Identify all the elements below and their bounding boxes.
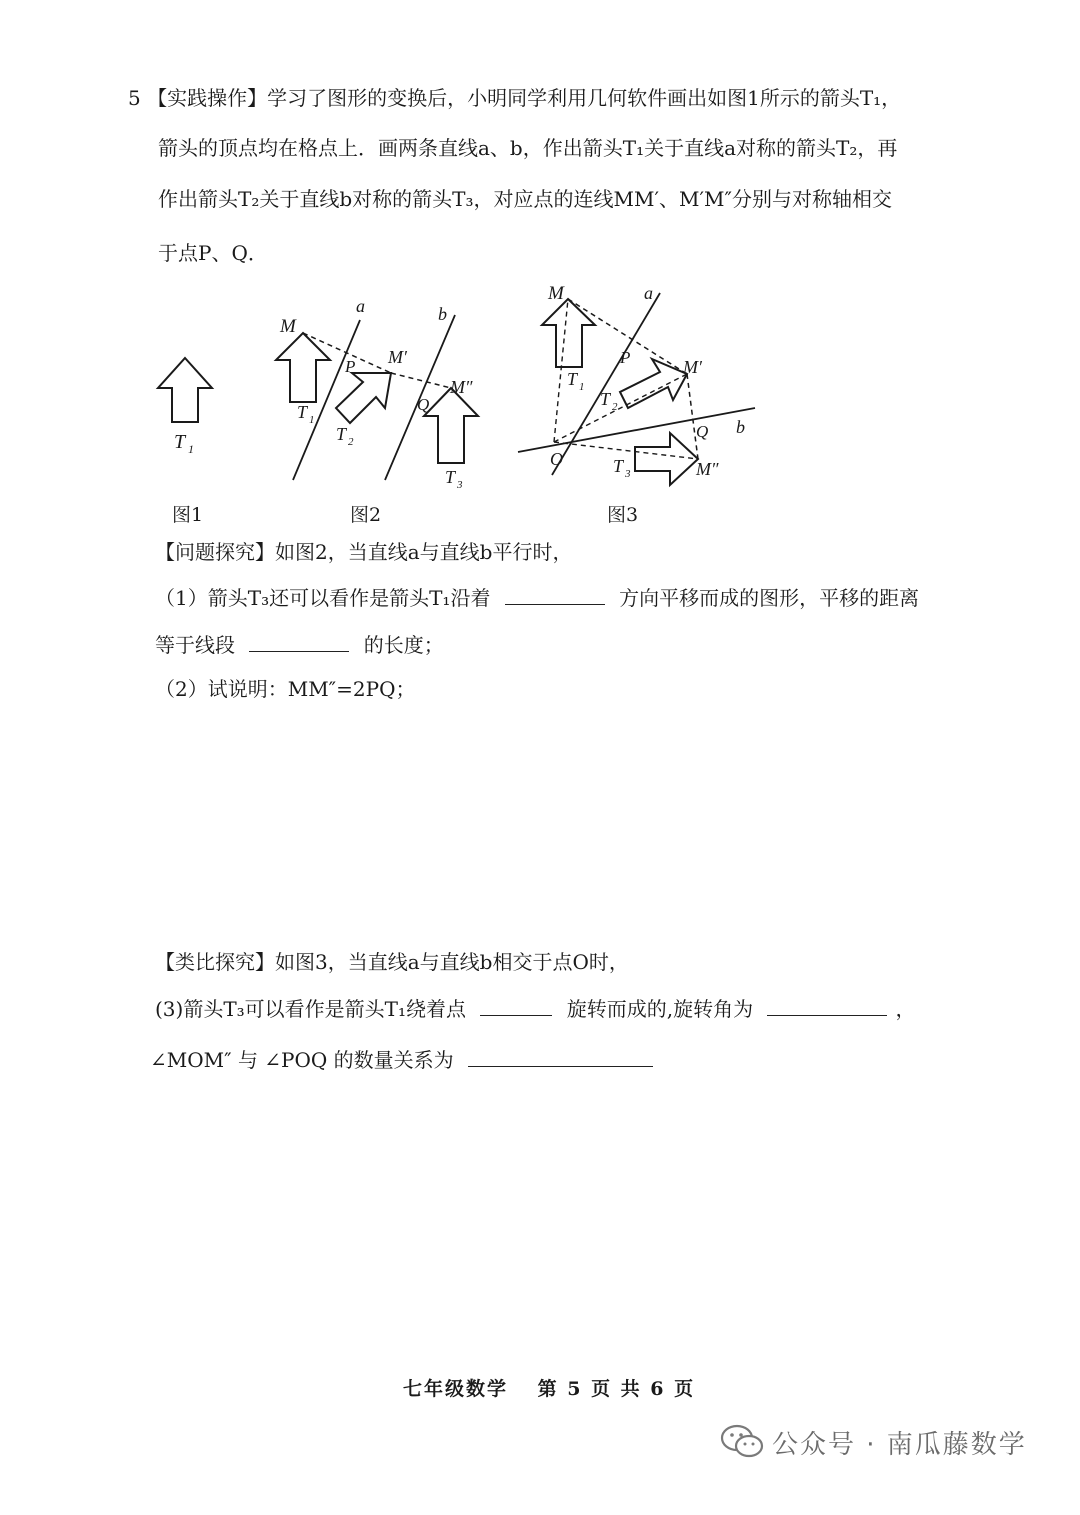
answer-blank-direction[interactable] — [505, 586, 605, 605]
arrow-t3-fig2 — [424, 388, 478, 463]
question-1-part-d: 的长度； — [363, 633, 444, 657]
label-t3-sub-fig3: 3 — [625, 468, 631, 480]
intro-tag: 【实践操作】 — [147, 86, 268, 110]
label-t2-fig3: T — [600, 389, 611, 409]
label-o-fig3: O — [550, 449, 563, 469]
arrow-t1-fig2 — [276, 333, 330, 402]
arrow-t2-fig2 — [336, 373, 391, 423]
intro-text-1: 学习了图形的变换后，小明同学利用几何软件画出如图1所示的箭头T₁， — [267, 86, 902, 110]
segment-m1m2-fig2 — [391, 373, 451, 388]
label-t2-sub-fig2: 2 — [348, 436, 354, 448]
intro-line-4: 于点P、Q． — [158, 241, 268, 265]
intro-line-3: 作出箭头T₂关于直线b对称的箭头T₃，对应点的连线MM′、M′M″分别与对称轴相交 — [158, 187, 892, 211]
intro-line-2: 箭头的顶点均在格点上．画两条直线a、b，作出箭头T₁关于直线a对称的箭头T₂，再 — [158, 136, 898, 160]
label-t1-sub-fig3: 1 — [579, 381, 585, 393]
label-p-fig2: P — [345, 357, 356, 376]
figure-3-caption: 图3 — [607, 504, 639, 526]
label-t3-sub-fig2: 3 — [457, 479, 463, 491]
explore-line — [155, 538, 572, 566]
figure-3 — [510, 275, 770, 500]
label-t-sub-fig1: 1 — [188, 442, 194, 456]
segment-om2-fig3 — [554, 442, 698, 459]
intro-line-1 — [128, 84, 901, 112]
label-m-fig2: M — [280, 316, 296, 337]
wechat-icon — [720, 1422, 766, 1460]
question-1-part-b: 方向平移而成的图形，平移的距离 — [619, 586, 920, 610]
explore-text: 如图2，当直线a与直线b平行时， — [275, 540, 573, 564]
watermark-text: 公众号 · 南瓜藤数学 — [772, 1430, 1027, 1460]
question-1-part-a: （1）箭头T₃还可以看作是箭头T₁沿着 — [155, 586, 491, 610]
label-m-fig3: M — [548, 283, 564, 304]
label-m1-fig3: M′ — [683, 357, 702, 377]
problem-number: 5 — [128, 86, 141, 110]
label-p-fig3: P — [620, 348, 631, 367]
question-3-part-b: 旋转而成的,旋转角为 — [566, 997, 754, 1021]
question-3-part-d: ∠MOM″ 与 ∠POQ 的数量关系为 — [150, 1048, 454, 1072]
label-t1-sub-fig2: 1 — [309, 414, 315, 426]
arrow-t3-fig3 — [635, 433, 698, 485]
label-m1-fig2: M′ — [388, 347, 407, 367]
explore-tag: 【问题探究】 — [155, 540, 275, 564]
question-1-part-c: 等于线段 — [155, 633, 235, 657]
question-3-line — [155, 995, 915, 1023]
label-m2-fig3: M″ — [696, 459, 719, 479]
label-q-fig3: Q — [696, 422, 709, 441]
label-b-fig2: b — [438, 304, 447, 324]
answer-blank-center[interactable] — [480, 997, 552, 1016]
answer-blank-segment[interactable] — [249, 633, 349, 652]
label-t3-fig3: T — [613, 456, 624, 476]
label-t3-fig2: T — [445, 467, 456, 487]
label-a-fig2: a — [356, 296, 365, 316]
arrow-t1-fig3 — [542, 299, 595, 367]
label-t-fig1: T — [174, 431, 186, 453]
analogy-text: 如图3，当直线a与直线b相交于点O时， — [275, 950, 629, 974]
question-3-part-a: (3)箭头T₃可以看作是箭头T₁绕着点 — [155, 997, 467, 1021]
label-q-fig2: Q — [417, 395, 430, 414]
question-3-part-c: ， — [895, 997, 916, 1021]
question-1-line-2 — [155, 631, 444, 659]
line-a-fig2 — [293, 320, 360, 480]
analogy-tag: 【类比探究】 — [155, 950, 275, 974]
label-t2-sub-fig3: 2 — [612, 401, 618, 413]
label-m2-fig2: M″ — [450, 377, 473, 397]
question-1-line — [155, 584, 919, 612]
label-t1-fig2: T — [297, 402, 308, 422]
question-2-line: （2）试说明：MM″=2PQ； — [155, 677, 416, 701]
label-t1-fig3: T — [567, 369, 578, 389]
label-a-fig3: a — [644, 283, 653, 303]
figure-1 — [140, 350, 230, 460]
page-footer: 七年级数学 第 5 页 共 6 页 — [403, 1378, 696, 1400]
question-3-line-2 — [150, 1046, 661, 1074]
figure-2-caption: 图2 — [350, 504, 382, 526]
segment-m1m2-fig3 — [687, 374, 698, 459]
line-b-fig3 — [518, 408, 755, 452]
label-t2-fig2: T — [336, 424, 347, 444]
segment-om-fig3 — [554, 299, 568, 442]
answer-blank-angle[interactable] — [767, 997, 887, 1016]
analogy-line — [155, 948, 629, 976]
label-b-fig3: b — [736, 417, 745, 437]
arrow-t1-fig1 — [158, 358, 212, 422]
figure-2 — [260, 290, 500, 500]
answer-blank-relation[interactable] — [468, 1048, 653, 1067]
figure-1-caption: 图1 — [172, 504, 204, 526]
